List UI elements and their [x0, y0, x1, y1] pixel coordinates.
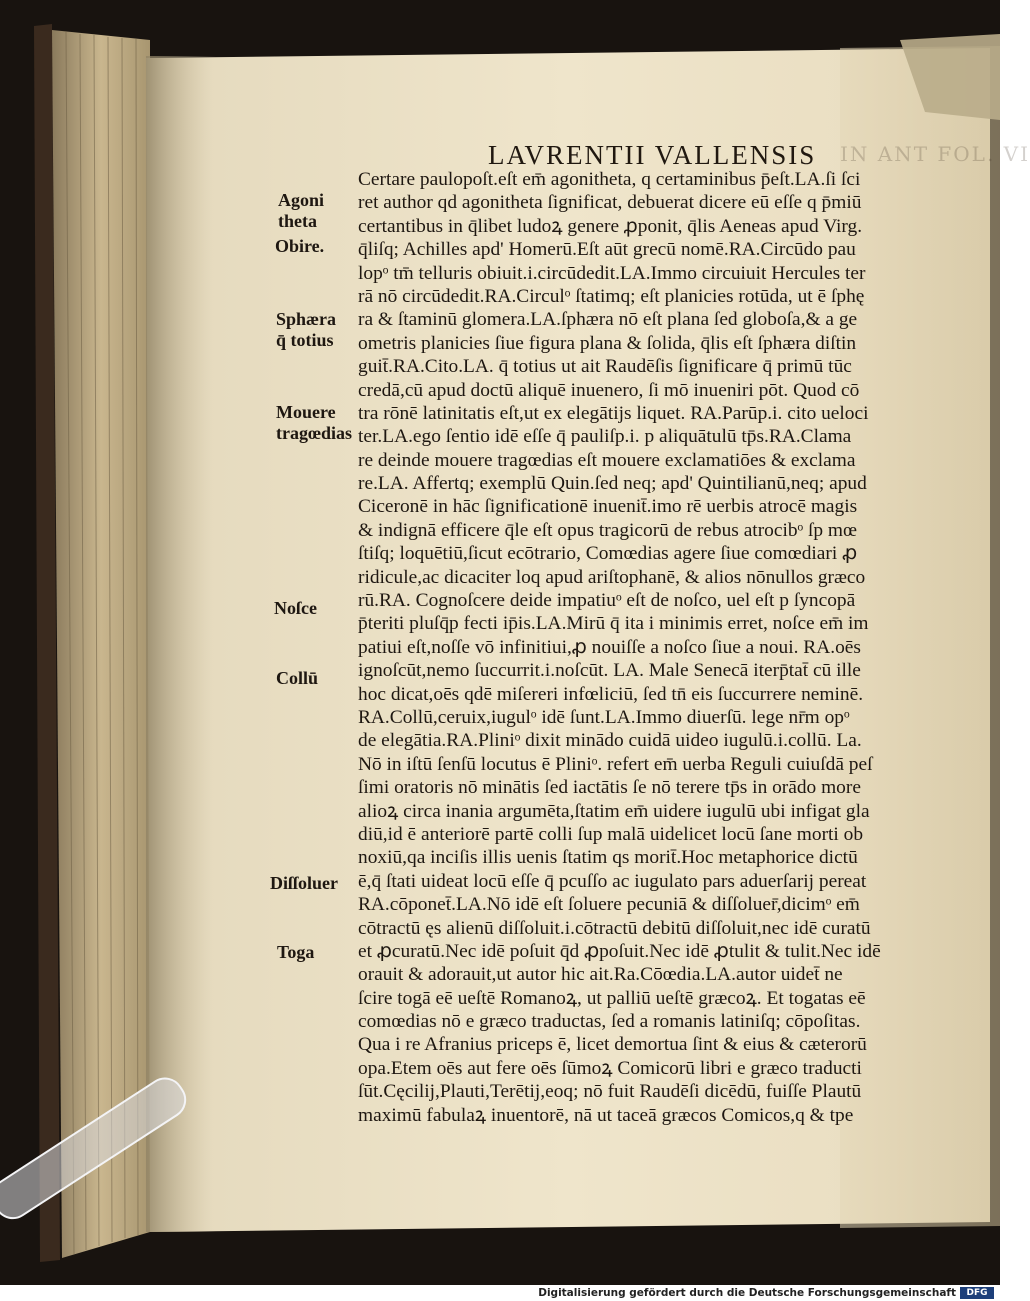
text-line: ridicule,ac dicaciter loq apud ariſtophanē, & alios nōnullos græco	[358, 566, 866, 588]
marginal-note: Obire.	[275, 236, 325, 256]
running-head: LAVRENTII VALLENSIS	[488, 140, 817, 170]
text-line: p̄teriti pluſq̄p fecti ip̄is.LA.Mirū q̄ ita i minimis erret, noſce em̄ im	[358, 613, 869, 635]
text-line: lopᵒ tm̄ telluris obiuit.i.circūdedit.LA.Immo circuiuit Hercules ter	[358, 262, 866, 284]
dfg-logo: DFG	[960, 1287, 994, 1299]
text-line: re.LA. Affertq; exemplū Quin.ſed neq; apd' Quintilianū,neq; apud	[358, 473, 867, 495]
text-line: comœdias nō e græco traductas, ſed a romanis latiniſq; cōpoſitas.	[358, 1011, 861, 1033]
text-line: Certare paulopoſt.eſt em̄ agonitheta, q certaminibus p̄eſt.LA.ſi ſci	[358, 169, 861, 190]
text-line: q̄liſq; Achilles apd' Homerū.Eſt aūt grecū nomē.RA.Circūdo pau	[358, 239, 856, 261]
facing-page-head: IN ANT FOL. VI	[840, 142, 1030, 166]
text-line: guit̄.RA.Cito.LA. q̄ totius ut ait Raudēſis ſignificare q̄ primū tūc	[358, 356, 852, 378]
text-line: Qua i re Afranius priceps ē, licet demortua ſint & eius & cæterorū	[358, 1034, 867, 1056]
marginal-note: Noſce	[274, 598, 317, 618]
page-text-column	[358, 168, 923, 1127]
marginal-note: Agoni theta	[278, 190, 325, 231]
text-line: ter.LA.ego ſentio idē eſſe q̄ pauliſp.i. p aliquātulū tp̄s.RA.Clama	[358, 426, 852, 448]
text-line: ret author qd agonitheta ſignificat, debuerat dicere eū eſſe q p̄miū	[358, 192, 862, 214]
marginal-note: Collū	[276, 668, 319, 688]
text-line: tra rōnē latinitatis eſt,ut ex elegātijs liquet. RA.Parūp.i. cito ueloci	[358, 402, 869, 424]
text-line: RA.Collū,ceruix,iugulᵒ idē ſunt.LA.Immo diuerſū. lege nr̄m opᵒ	[358, 706, 850, 728]
text-line: rā nō circūdedit.RA.Circulᵒ ſtatimq; eſt planicies rotūda, ut ē ſphę	[358, 285, 865, 307]
text-line: ſūt.Cęcilij,Plauti,Terētij,eoq; nō fuit Raudēſi dicēdū, fuiſſe Plautū	[358, 1081, 862, 1103]
marginal-note: Diſſoluer	[270, 873, 338, 893]
text-line: rū.RA. Cognoſcere deide impatiuᵒ eſt de noſco, uel eſt p ſyncopā	[358, 590, 856, 612]
text-line: de elegātia.RA.Pliniᵒ dixit minādo cuidā uideo iugulū.i.collū. La.	[358, 730, 862, 752]
text-line: ē,q̄ ſtati uideat locū eſſe q̄ pcuſſo ac iugulato pars aduerſarij pereat	[358, 870, 867, 892]
text-line: credā,cū apud doctū aliquē inuenero, ſi mō inueniri pōt. Quod cō	[358, 379, 860, 401]
text-line: re deinde mouere tragœdias eſt mouere exclamatiōes & exclama	[358, 449, 856, 471]
marginal-note: Sphæra q̄ totius	[276, 309, 337, 350]
text-line: ra & ſtaminū glomera.LA.ſphæra nō eſt plana ſed globoſa,& a ge	[358, 309, 858, 331]
text-line: ſcire togā eē ueſtē Romanoꝝ, ut palliū ueſtē græcoꝝ. Et togatas eē	[358, 987, 866, 1009]
gutter-shadow	[146, 56, 216, 1232]
text-line: patiui eſt,noſſe vō infinitiui,ꝓ nouiſſe a noſco ſiue a noui. RA.oēs	[358, 636, 861, 658]
text-line: ſtiſq; loquētiū,ſicut ecōtrario, Comœdias agere ſiue comœdiari ꝓ	[358, 543, 858, 565]
text-line: orauit & adorauit,ut autor hic ait.Ra.Cōœdia.LA.autor uidet̄ ne	[358, 964, 843, 986]
text-line: ignoſcūt,nemo ſuccurrit.i.noſcūt. LA. Male Senecā iterp̄tat̄ cū ille	[358, 660, 861, 682]
marginal-note: Mouere tragœdias	[276, 402, 352, 443]
text-line: ometris planicies ſiue figura plana & ſolida, q̄lis eſt ſphæra diſtin	[358, 332, 857, 354]
marginal-note: Toga	[277, 942, 315, 962]
text-line: alioꝝ circa inania argumēta,ſtatim em̄ uidere iugulū ubi infigat gla	[358, 800, 870, 822]
text-line: ſimi oratoris nō minātis ſed iactātis ſe nō terere tp̄s in orādo more	[358, 777, 861, 799]
footer-credit: Digitalisierung gefördert durch die Deutsche Forschungsgemeinschaft	[538, 1287, 956, 1299]
text-line: noxiū,qa inciſis illis uenis ſtatim qs morit̄.Hoc metaphorice dictū	[358, 847, 858, 869]
text-line: Ciceronē in hāc ſignificationē inuenit̄.imo rē uerbis atrocē magis	[358, 496, 858, 518]
text-line: diū,id ē anteriorē partē colli ſup malā uidelicet locū ſane morti ob	[358, 823, 864, 845]
text-line: Nō in iſtū ſenſū locutus ē Pliniᵒ. refert em̄ uerba Reguli cuiuſdā peſ	[358, 753, 873, 775]
text-line: hoc dicat,oēs qdē miſereri infœliciū, ſed tn̄ eis ſuccurrere neminē.	[358, 683, 864, 705]
text-line: opa.Etem oēs aut fere oēs ſūmoꝝ Comicorū libri e græco traducti	[358, 1057, 862, 1079]
text-line: et ꝓcuratū.Nec idē poſuit q̄d ꝓpoſuit.Nec idē ꝓtulit & tulit.Nec idē	[358, 940, 881, 962]
text-line: & indignā efficere q̄le eſt opus tragicorū de rebus atrocibᵒ ſp mœ	[358, 519, 857, 541]
text-line: maximū fabulaꝝ inuentorē, nā ut taceā græcos Comicos,q & tpe	[358, 1104, 854, 1126]
text-line: certantibus in q̄libet ludoꝝ genere ꝓponit, q̄lis Aeneas apud Virg.	[358, 215, 863, 237]
text-line: RA.cōponet̄.LA.Nō idē eſt ſoluere pecuniā & diſſoluer̄,dicimᵒ em̄	[358, 894, 860, 916]
text-line: cōtractū ęs alienū diſſoluit.i.cōtractū debitū diſſoluit,nec idē curatū	[358, 917, 871, 939]
